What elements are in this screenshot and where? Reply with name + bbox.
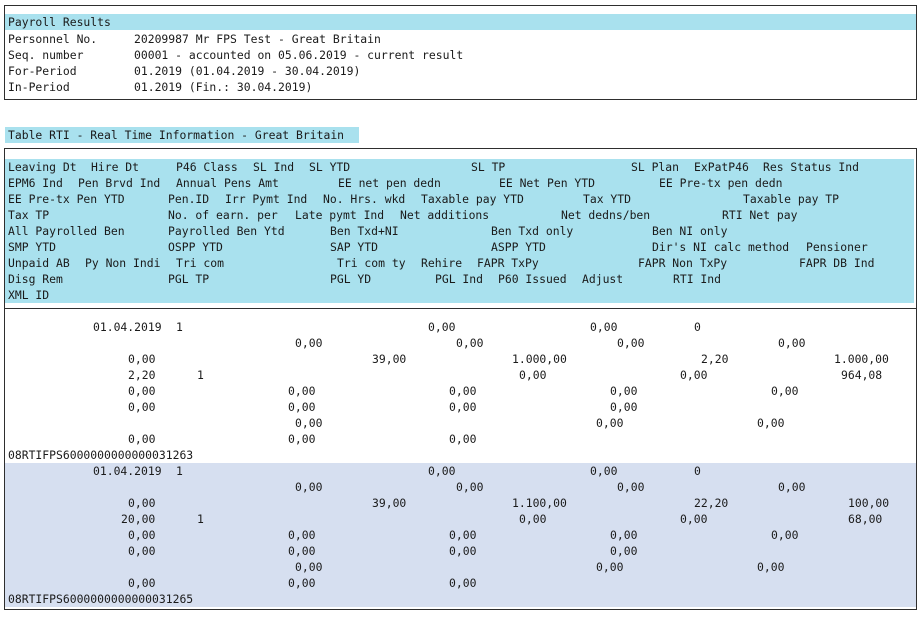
table-cell: 22,20 — [694, 496, 729, 510]
table-cell: 0,00 — [128, 352, 156, 366]
table-cell: 0,00 — [295, 560, 323, 574]
column-header: ASPP YTD — [491, 240, 546, 254]
table-cell: 0,00 — [128, 496, 156, 510]
field-label: Personnel No. — [8, 32, 98, 46]
field-value: 01.2019 (01.04.2019 - 30.04.2019) — [134, 64, 361, 78]
column-header: Net dedns/ben — [561, 208, 651, 222]
column-header: XML ID — [8, 288, 50, 302]
column-header: Adjust — [582, 272, 624, 286]
column-header: RTI Net pay — [722, 208, 798, 222]
table-cell: 0,00 — [128, 576, 156, 590]
table-cell: 0,00 — [519, 368, 547, 382]
table-cell: 0,00 — [771, 384, 799, 398]
table-cell: 0,00 — [295, 336, 323, 350]
table-cell: 0,00 — [590, 464, 618, 478]
column-header: All Payrolled Ben — [8, 224, 125, 238]
table-cell: 0,00 — [288, 384, 316, 398]
table-cell: 100,00 — [848, 496, 890, 510]
table-cell: 1.100,00 — [512, 496, 567, 510]
table-cell: 0,00 — [295, 416, 323, 430]
column-header: Rehire — [421, 256, 463, 270]
table-cell: 0,00 — [778, 336, 806, 350]
table-cell: 1 — [176, 320, 183, 334]
column-header: Annual Pens Amt — [176, 176, 279, 190]
table-cell: 0,00 — [456, 480, 484, 494]
table-cell: 0,00 — [449, 384, 477, 398]
column-header: SL YTD — [309, 160, 351, 174]
column-header: Tax YTD — [583, 192, 632, 206]
column-header: EE Pre-tx pen dedn — [659, 176, 783, 190]
table-cell: 0,00 — [757, 416, 785, 430]
table-cell: 0,00 — [288, 528, 316, 542]
column-header: Tri com ty — [337, 256, 406, 270]
table-cell: 0,00 — [519, 512, 547, 526]
field-label: In-Period — [8, 80, 70, 94]
field-label: For-Period — [8, 64, 77, 78]
field-label: Seq. number — [8, 48, 84, 62]
column-header: RTI Ind — [673, 272, 722, 286]
table-cell: 68,00 — [848, 512, 883, 526]
column-header: Unpaid AB — [8, 256, 70, 270]
table-cell: 0,00 — [428, 464, 456, 478]
table-cell: 0,00 — [288, 576, 316, 590]
table-cell: 0 — [694, 320, 701, 334]
column-header: EPM6 Ind — [8, 176, 63, 190]
table-cell: 20,00 — [121, 512, 156, 526]
column-header: P46 Class — [176, 160, 238, 174]
table-cell: 0,00 — [617, 480, 645, 494]
column-header: PGL TP — [168, 272, 210, 286]
table-cell: 0,00 — [428, 320, 456, 334]
column-header: FAPR TxPy — [477, 256, 539, 270]
column-header: ExPatP46 — [694, 160, 749, 174]
payroll-results-title: Payroll Results — [8, 15, 111, 29]
table-cell: 0 — [694, 464, 701, 478]
column-header: PGL Ind — [435, 272, 484, 286]
column-header: Pen Brvd Ind — [78, 176, 161, 190]
column-header: EE net pen dedn — [338, 176, 441, 190]
column-header: Leaving Dt — [8, 160, 77, 174]
table-cell: 0,00 — [610, 400, 638, 414]
table-cell: 0,00 — [128, 384, 156, 398]
header-row-bar — [5, 287, 914, 303]
table-cell: 1 — [197, 512, 204, 526]
table-cell: 0,00 — [610, 528, 638, 542]
table-cell: 0,00 — [288, 400, 316, 414]
column-header: Dir's NI calc method — [652, 240, 790, 254]
table-cell: 1.000,00 — [512, 352, 567, 366]
column-header: Hire Dt — [91, 160, 140, 174]
column-header: Tri com — [176, 256, 225, 270]
table-cell: 0,00 — [449, 576, 477, 590]
field-value: 01.2019 (Fin.: 30.04.2019) — [134, 80, 313, 94]
column-header: Ben Txd only — [491, 224, 574, 238]
column-header: Irr Pymt Ind — [225, 192, 308, 206]
table-cell: 0,00 — [449, 528, 477, 542]
field-value: 00001 - accounted on 05.06.2019 - current result — [134, 48, 464, 62]
column-header: SAP YTD — [330, 240, 379, 254]
table-cell: 0,00 — [449, 432, 477, 446]
column-header: Ben NI only — [652, 224, 728, 238]
table-cell: 0,00 — [596, 416, 624, 430]
column-header: P60 Issued — [498, 272, 567, 286]
column-header: Py Non Indi — [85, 256, 161, 270]
table-cell: 08RTIFPS6000000000000031263 — [8, 448, 194, 462]
table-cell: 39,00 — [372, 496, 407, 510]
column-header: Late pymt Ind — [295, 208, 385, 222]
column-header: EE Net Pen YTD — [499, 176, 596, 190]
header-divider — [4, 308, 917, 309]
column-header: PGL YD — [330, 272, 372, 286]
table-cell: 0,00 — [128, 528, 156, 542]
table-cell: 2,20 — [128, 368, 156, 382]
table-cell: 0,00 — [771, 528, 799, 542]
column-header: SMP YTD — [8, 240, 57, 254]
column-header: Pen.ID — [168, 192, 210, 206]
table-cell: 0,00 — [456, 336, 484, 350]
table-cell: 0,00 — [680, 512, 708, 526]
table-cell: 1 — [197, 368, 204, 382]
column-header: No. of earn. per — [168, 208, 278, 222]
column-header: Payrolled Ben Ytd — [168, 224, 285, 238]
column-header: No. Hrs. wkd — [323, 192, 406, 206]
column-header: Ben Txd+NI — [330, 224, 399, 238]
payroll-results-header-bar — [5, 14, 916, 30]
column-header: SL Ind — [253, 160, 295, 174]
column-header: Taxable pay TP — [743, 192, 840, 206]
header-row-bar — [5, 223, 914, 239]
column-header: FAPR DB Ind — [799, 256, 875, 270]
column-header: SL TP — [471, 160, 506, 174]
column-header: Disg Rem — [8, 272, 63, 286]
table-cell: 964,08 — [841, 368, 883, 382]
column-header: FAPR Non TxPy — [638, 256, 728, 270]
table-cell: 0,00 — [590, 320, 618, 334]
table-cell: 0,00 — [128, 400, 156, 414]
table-title: Table RTI - Real Time Information - Great Britain — [8, 128, 345, 142]
table-cell: 0,00 — [778, 480, 806, 494]
table-cell: 08RTIFPS6000000000000031265 — [8, 592, 194, 606]
table-cell: 0,00 — [288, 544, 316, 558]
table-cell: 0,00 — [757, 560, 785, 574]
table-cell: 0,00 — [610, 384, 638, 398]
column-header: EE Pre-tx Pen YTD — [8, 192, 125, 206]
table-cell: 0,00 — [449, 544, 477, 558]
column-header: OSPP YTD — [168, 240, 223, 254]
column-header: Taxable pay YTD — [421, 192, 524, 206]
table-cell: 0,00 — [288, 432, 316, 446]
column-header: Net additions — [400, 208, 490, 222]
column-header: SL Plan — [631, 160, 680, 174]
table-cell: 0,00 — [128, 544, 156, 558]
table-cell: 0,00 — [610, 544, 638, 558]
table-cell: 0,00 — [128, 432, 156, 446]
column-header: Res Status Ind — [763, 160, 860, 174]
table-cell: 1.000,00 — [834, 352, 889, 366]
table-cell: 39,00 — [372, 352, 407, 366]
column-header: Pensioner — [806, 240, 868, 254]
table-cell: 01.04.2019 — [93, 464, 162, 478]
table-cell: 01.04.2019 — [93, 320, 162, 334]
table-cell: 0,00 — [295, 480, 323, 494]
table-cell: 1 — [176, 464, 183, 478]
table-cell: 0,00 — [449, 400, 477, 414]
table-cell: 0,00 — [680, 368, 708, 382]
table-cell: 0,00 — [596, 560, 624, 574]
table-cell: 2,20 — [701, 352, 729, 366]
table-cell: 0,00 — [617, 336, 645, 350]
column-header: Tax TP — [8, 208, 50, 222]
field-value: 20209987 Mr FPS Test - Great Britain — [134, 32, 381, 46]
